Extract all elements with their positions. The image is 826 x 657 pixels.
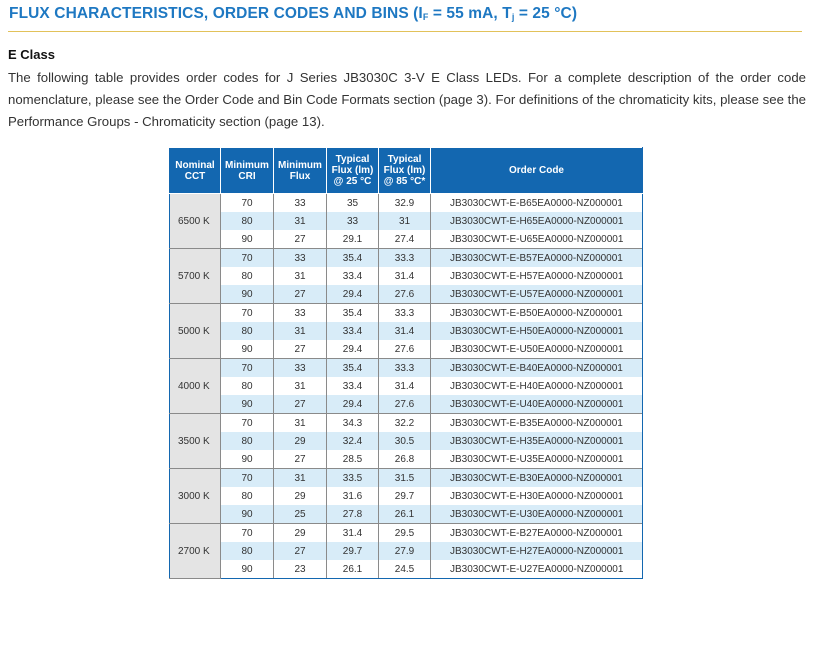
cell-order-code: JB3030CWT-E-U57EA0000-NZ000001 bbox=[431, 285, 643, 304]
cell-min-flux: 25 bbox=[274, 505, 327, 524]
cell-typ-flux-25c: 28.5 bbox=[327, 450, 379, 469]
cell-nominal-cct: 3000 K bbox=[170, 469, 221, 524]
cell-typ-flux-85c: 31.5 bbox=[379, 469, 431, 488]
cell-typ-flux-25c: 33.5 bbox=[327, 469, 379, 488]
table-row bbox=[170, 432, 643, 450]
cell-typ-flux-85c: 31.4 bbox=[379, 322, 431, 340]
cell-min-cri: 80 bbox=[221, 322, 274, 340]
cell-min-cri: 90 bbox=[221, 340, 274, 359]
table-row bbox=[170, 505, 643, 524]
cell-order-code: JB3030CWT-E-B50EA0000-NZ000001 bbox=[431, 304, 643, 323]
cell-nominal-cct: 3500 K bbox=[170, 414, 221, 469]
table-row bbox=[170, 414, 643, 433]
cell-typ-flux-85c: 31.4 bbox=[379, 267, 431, 285]
cell-min-flux: 31 bbox=[274, 377, 327, 395]
cell-typ-flux-25c: 29.4 bbox=[327, 285, 379, 304]
cell-typ-flux-85c: 30.5 bbox=[379, 432, 431, 450]
cell-min-cri: 90 bbox=[221, 505, 274, 524]
cell-typ-flux-85c: 32.2 bbox=[379, 414, 431, 433]
cell-min-cri: 70 bbox=[221, 524, 274, 543]
header-order-code: Order Code bbox=[431, 148, 643, 194]
table-row bbox=[170, 212, 643, 230]
cell-typ-flux-85c: 27.4 bbox=[379, 230, 431, 249]
cell-order-code: JB3030CWT-E-H40EA0000-NZ000001 bbox=[431, 377, 643, 395]
title-divider bbox=[8, 31, 802, 32]
cell-min-flux: 29 bbox=[274, 524, 327, 543]
cell-typ-flux-85c: 33.3 bbox=[379, 304, 431, 323]
cell-typ-flux-85c: 27.9 bbox=[379, 542, 431, 560]
cell-nominal-cct: 5700 K bbox=[170, 249, 221, 304]
cell-min-cri: 70 bbox=[221, 249, 274, 268]
cell-typ-flux-85c: 27.6 bbox=[379, 395, 431, 414]
cell-min-flux: 33 bbox=[274, 359, 327, 378]
cell-typ-flux-25c: 33.4 bbox=[327, 377, 379, 395]
cell-order-code: JB3030CWT-E-B40EA0000-NZ000001 bbox=[431, 359, 643, 378]
cell-typ-flux-85c: 31.4 bbox=[379, 377, 431, 395]
cell-min-cri: 70 bbox=[221, 359, 274, 378]
cell-min-cri: 90 bbox=[221, 285, 274, 304]
cell-typ-flux-85c: 29.5 bbox=[379, 524, 431, 543]
section-title: FLUX CHARACTERISTICS, ORDER CODES AND BINS ($I_F = 55$ mA, $T_j = 25$ °C) bbox=[9, 5, 578, 22]
cell-min-cri: 80 bbox=[221, 432, 274, 450]
cell-typ-flux-25c: 35 bbox=[327, 194, 379, 213]
cell-order-code: JB3030CWT-E-U50EA0000-NZ000001 bbox=[431, 340, 643, 359]
table-row bbox=[170, 450, 643, 469]
cell-typ-flux-25c: 32.4 bbox=[327, 432, 379, 450]
table-row bbox=[170, 524, 643, 543]
cell-min-flux: 27 bbox=[274, 285, 327, 304]
cell-typ-flux-85c: 26.1 bbox=[379, 505, 431, 524]
cell-min-flux: 33 bbox=[274, 194, 327, 213]
cell-min-flux: 27 bbox=[274, 230, 327, 249]
cell-min-flux: 31 bbox=[274, 469, 327, 488]
cell-min-flux: 27 bbox=[274, 395, 327, 414]
table-row bbox=[170, 249, 643, 268]
cell-typ-flux-85c: 29.7 bbox=[379, 487, 431, 505]
table-row bbox=[170, 377, 643, 395]
cell-min-cri: 70 bbox=[221, 304, 274, 323]
cell-min-flux: 31 bbox=[274, 267, 327, 285]
cell-typ-flux-25c: 26.1 bbox=[327, 560, 379, 579]
cell-typ-flux-25c: 33 bbox=[327, 212, 379, 230]
cell-min-flux: 27 bbox=[274, 340, 327, 359]
cell-typ-flux-25c: 35.4 bbox=[327, 249, 379, 268]
cell-order-code: JB3030CWT-E-B27EA0000-NZ000001 bbox=[431, 524, 643, 543]
cell-order-code: JB3030CWT-E-B30EA0000-NZ000001 bbox=[431, 469, 643, 488]
table-row bbox=[170, 340, 643, 359]
cell-order-code: JB3030CWT-E-U30EA0000-NZ000001 bbox=[431, 505, 643, 524]
table-row bbox=[170, 267, 643, 285]
cell-typ-flux-25c: 31.6 bbox=[327, 487, 379, 505]
cell-order-code: JB3030CWT-E-B57EA0000-NZ000001 bbox=[431, 249, 643, 268]
table-row bbox=[170, 230, 643, 249]
cell-min-cri: 80 bbox=[221, 542, 274, 560]
cell-min-cri: 90 bbox=[221, 560, 274, 579]
cell-typ-flux-85c: 27.6 bbox=[379, 340, 431, 359]
cell-order-code: JB3030CWT-E-U27EA0000-NZ000001 bbox=[431, 560, 643, 579]
cell-typ-flux-25c: 35.4 bbox=[327, 359, 379, 378]
cell-nominal-cct: 4000 K bbox=[170, 359, 221, 414]
cell-min-cri: 90 bbox=[221, 230, 274, 249]
cell-typ-flux-85c: 24.5 bbox=[379, 560, 431, 579]
cell-order-code: JB3030CWT-E-B65EA0000-NZ000001 bbox=[431, 194, 643, 213]
table-row bbox=[170, 359, 643, 378]
cell-nominal-cct: 6500 K bbox=[170, 194, 221, 249]
cell-min-flux: 29 bbox=[274, 487, 327, 505]
cell-typ-flux-25c: 29.4 bbox=[327, 340, 379, 359]
table-row bbox=[170, 285, 643, 304]
cell-min-flux: 33 bbox=[274, 249, 327, 268]
table-row bbox=[170, 487, 643, 505]
cell-min-flux: 27 bbox=[274, 542, 327, 560]
cell-typ-flux-25c: 27.8 bbox=[327, 505, 379, 524]
cell-typ-flux-25c: 29.7 bbox=[327, 542, 379, 560]
cell-typ-flux-85c: 33.3 bbox=[379, 249, 431, 268]
cell-min-flux: 27 bbox=[274, 450, 327, 469]
cell-typ-flux-25c: 33.4 bbox=[327, 322, 379, 340]
cell-typ-flux-25c: 35.4 bbox=[327, 304, 379, 323]
cell-typ-flux-25c: 31.4 bbox=[327, 524, 379, 543]
cell-min-flux: 33 bbox=[274, 304, 327, 323]
cell-nominal-cct: 5000 K bbox=[170, 304, 221, 359]
cell-order-code: JB3030CWT-E-H30EA0000-NZ000001 bbox=[431, 487, 643, 505]
cell-min-flux: 31 bbox=[274, 212, 327, 230]
header-typical-flux-85c: Typical Flux (lm) @ 85 °C* bbox=[379, 148, 431, 194]
cell-order-code: JB3030CWT-E-H35EA0000-NZ000001 bbox=[431, 432, 643, 450]
cell-min-cri: 80 bbox=[221, 487, 274, 505]
order-code-table bbox=[169, 147, 643, 579]
cell-typ-flux-25c: 33.4 bbox=[327, 267, 379, 285]
cell-typ-flux-25c: 29.1 bbox=[327, 230, 379, 249]
cell-min-cri: 80 bbox=[221, 377, 274, 395]
header-minimum-flux: Minimum Flux bbox=[274, 148, 327, 194]
header-typical-flux-25c: Typical Flux (lm) @ 25 °C bbox=[327, 148, 379, 194]
cell-min-cri: 70 bbox=[221, 469, 274, 488]
cell-typ-flux-85c: 31 bbox=[379, 212, 431, 230]
cell-min-flux: 29 bbox=[274, 432, 327, 450]
cell-min-flux: 31 bbox=[274, 322, 327, 340]
cell-order-code: JB3030CWT-E-U40EA0000-NZ000001 bbox=[431, 395, 643, 414]
table-header-row bbox=[170, 148, 643, 194]
cell-typ-flux-85c: 32.9 bbox=[379, 194, 431, 213]
cell-typ-flux-85c: 26.8 bbox=[379, 450, 431, 469]
cell-order-code: JB3030CWT-E-H57EA0000-NZ000001 bbox=[431, 267, 643, 285]
cell-order-code: JB3030CWT-E-B35EA0000-NZ000001 bbox=[431, 414, 643, 433]
table-row bbox=[170, 469, 643, 488]
cell-min-flux: 23 bbox=[274, 560, 327, 579]
table-row bbox=[170, 304, 643, 323]
cell-typ-flux-25c: 29.4 bbox=[327, 395, 379, 414]
cell-min-cri: 80 bbox=[221, 267, 274, 285]
cell-min-cri: 90 bbox=[221, 450, 274, 469]
cell-min-cri: 80 bbox=[221, 212, 274, 230]
table-row bbox=[170, 542, 643, 560]
cell-typ-flux-25c: 34.3 bbox=[327, 414, 379, 433]
header-nominal-cct: Nominal CCT bbox=[170, 148, 221, 194]
table-body bbox=[170, 194, 643, 579]
cell-min-cri: 70 bbox=[221, 414, 274, 433]
cell-order-code: JB3030CWT-E-U35EA0000-NZ000001 bbox=[431, 450, 643, 469]
cell-min-cri: 70 bbox=[221, 194, 274, 213]
cell-min-cri: 90 bbox=[221, 395, 274, 414]
intro-paragraph: The following table provides order codes for J Series JB3030C 3-V E Class LEDs. For a complete description of the order code nomenclature, please see the Order Code and Bin Code Formats section (page 3). For definitions of the chromaticity kits, please see the Performance Groups - Chromaticity section (page 13). bbox=[8, 70, 806, 129]
cell-typ-flux-85c: 27.6 bbox=[379, 285, 431, 304]
cell-min-flux: 31 bbox=[274, 414, 327, 433]
cell-order-code: JB3030CWT-E-U65EA0000-NZ000001 bbox=[431, 230, 643, 249]
subheading: E Class bbox=[8, 47, 55, 62]
cell-nominal-cct: 2700 K bbox=[170, 524, 221, 579]
header-minimum-cri: Minimum CRI bbox=[221, 148, 274, 194]
cell-order-code: JB3030CWT-E-H65EA0000-NZ000001 bbox=[431, 212, 643, 230]
table-row bbox=[170, 395, 643, 414]
table-row bbox=[170, 560, 643, 579]
cell-order-code: JB3030CWT-E-H50EA0000-NZ000001 bbox=[431, 322, 643, 340]
cell-typ-flux-85c: 33.3 bbox=[379, 359, 431, 378]
table-row bbox=[170, 322, 643, 340]
cell-order-code: JB3030CWT-E-H27EA0000-NZ000001 bbox=[431, 542, 643, 560]
table-row bbox=[170, 194, 643, 213]
